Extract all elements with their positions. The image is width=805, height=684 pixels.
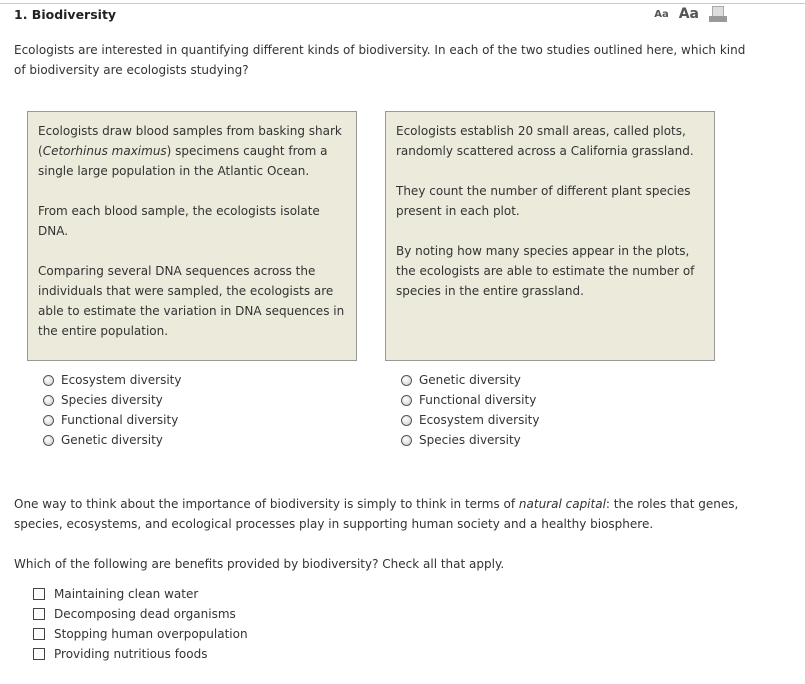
- checkbox[interactable]: [33, 648, 45, 660]
- checkbox-question: Which of the following are benefits provided by biodiversity? Check all that apply.: [14, 557, 505, 571]
- checkbox-label: Maintaining clean water: [54, 587, 199, 601]
- radio-button[interactable]: [401, 395, 412, 406]
- option-label: Ecosystem diversity: [61, 373, 182, 387]
- option-label: Ecosystem diversity: [419, 413, 540, 427]
- toolbar: [654, 6, 727, 22]
- study-2-options: [401, 370, 539, 450]
- radio-option[interactable]: [43, 390, 181, 410]
- study-1-options: [43, 370, 181, 450]
- intro-text: Ecologists are interested in quantifying different kinds of biodiversity. In each of the two studies outlined here, which kind of biodiversity are ecologists studying?: [14, 43, 746, 77]
- radio-button[interactable]: [43, 375, 54, 386]
- benefit-checkboxes: [33, 584, 248, 664]
- checkbox-label: Decomposing dead organisms: [54, 607, 236, 621]
- radio-option[interactable]: [401, 430, 539, 450]
- study-2-box: [385, 111, 715, 361]
- checkbox-label: Providing nutritious foods: [54, 647, 208, 661]
- radio-button[interactable]: [401, 415, 412, 426]
- study-2-p3: By noting how many species appear in the plots, the ecologists are able to estimate the number of species in the entire grassland.: [396, 244, 695, 298]
- study-1-p2: From each blood sample, the ecologists isolate DNA.: [38, 204, 320, 238]
- question-title: 1. Biodiversity: [14, 7, 117, 22]
- font-smaller-button[interactable]: Aa: [654, 8, 669, 20]
- radio-option[interactable]: [401, 410, 539, 430]
- radio-button[interactable]: [43, 415, 54, 426]
- checkbox-label: Stopping human overpopulation: [54, 627, 248, 641]
- checkbox[interactable]: [33, 588, 45, 600]
- checkbox-option[interactable]: [33, 624, 248, 644]
- radio-button[interactable]: [401, 435, 412, 446]
- radio-option[interactable]: [43, 430, 181, 450]
- font-larger-button[interactable]: Aa: [678, 6, 699, 22]
- study-2-p1: Ecologists establish 20 small areas, called plots, randomly scattered across a California grassland.: [396, 124, 694, 158]
- radio-option[interactable]: [401, 370, 539, 390]
- study-1-p3: Comparing several DNA sequences across the individuals that were sampled, the ecologists are able to estimate the variation in DNA sequences in the entire population.: [38, 264, 345, 338]
- checkbox[interactable]: [33, 608, 45, 620]
- study-1-box: [27, 111, 357, 361]
- printer-icon[interactable]: [709, 6, 727, 22]
- checkbox-option[interactable]: [33, 644, 248, 664]
- study-1-p1: Ecologists draw blood samples from basking shark (Cetorhinus maximus) specimens caught from a single large population in the Atlantic Ocean.: [38, 124, 342, 178]
- radio-button[interactable]: [43, 395, 54, 406]
- option-label: Species diversity: [419, 433, 521, 447]
- study-2-p2: They count the number of different plant species present in each plot.: [396, 184, 691, 218]
- natural-capital-text: One way to think about the importance of biodiversity is simply to think in terms of natural capital: the roles that genes, species, ecosystems, and ecological processes play in supporting human society and a healthy biosphere.: [14, 497, 739, 531]
- checkbox[interactable]: [33, 628, 45, 640]
- radio-button[interactable]: [401, 375, 412, 386]
- checkbox-option[interactable]: [33, 584, 248, 604]
- option-label: Species diversity: [61, 393, 163, 407]
- top-divider: [0, 3, 805, 4]
- option-label: Genetic diversity: [61, 433, 163, 447]
- radio-option[interactable]: [43, 410, 181, 430]
- option-label: Functional diversity: [419, 393, 537, 407]
- radio-option[interactable]: [43, 370, 181, 390]
- radio-option[interactable]: [401, 390, 539, 410]
- checkbox-option[interactable]: [33, 604, 248, 624]
- option-label: Functional diversity: [61, 413, 179, 427]
- option-label: Genetic diversity: [419, 373, 521, 387]
- radio-button[interactable]: [43, 435, 54, 446]
